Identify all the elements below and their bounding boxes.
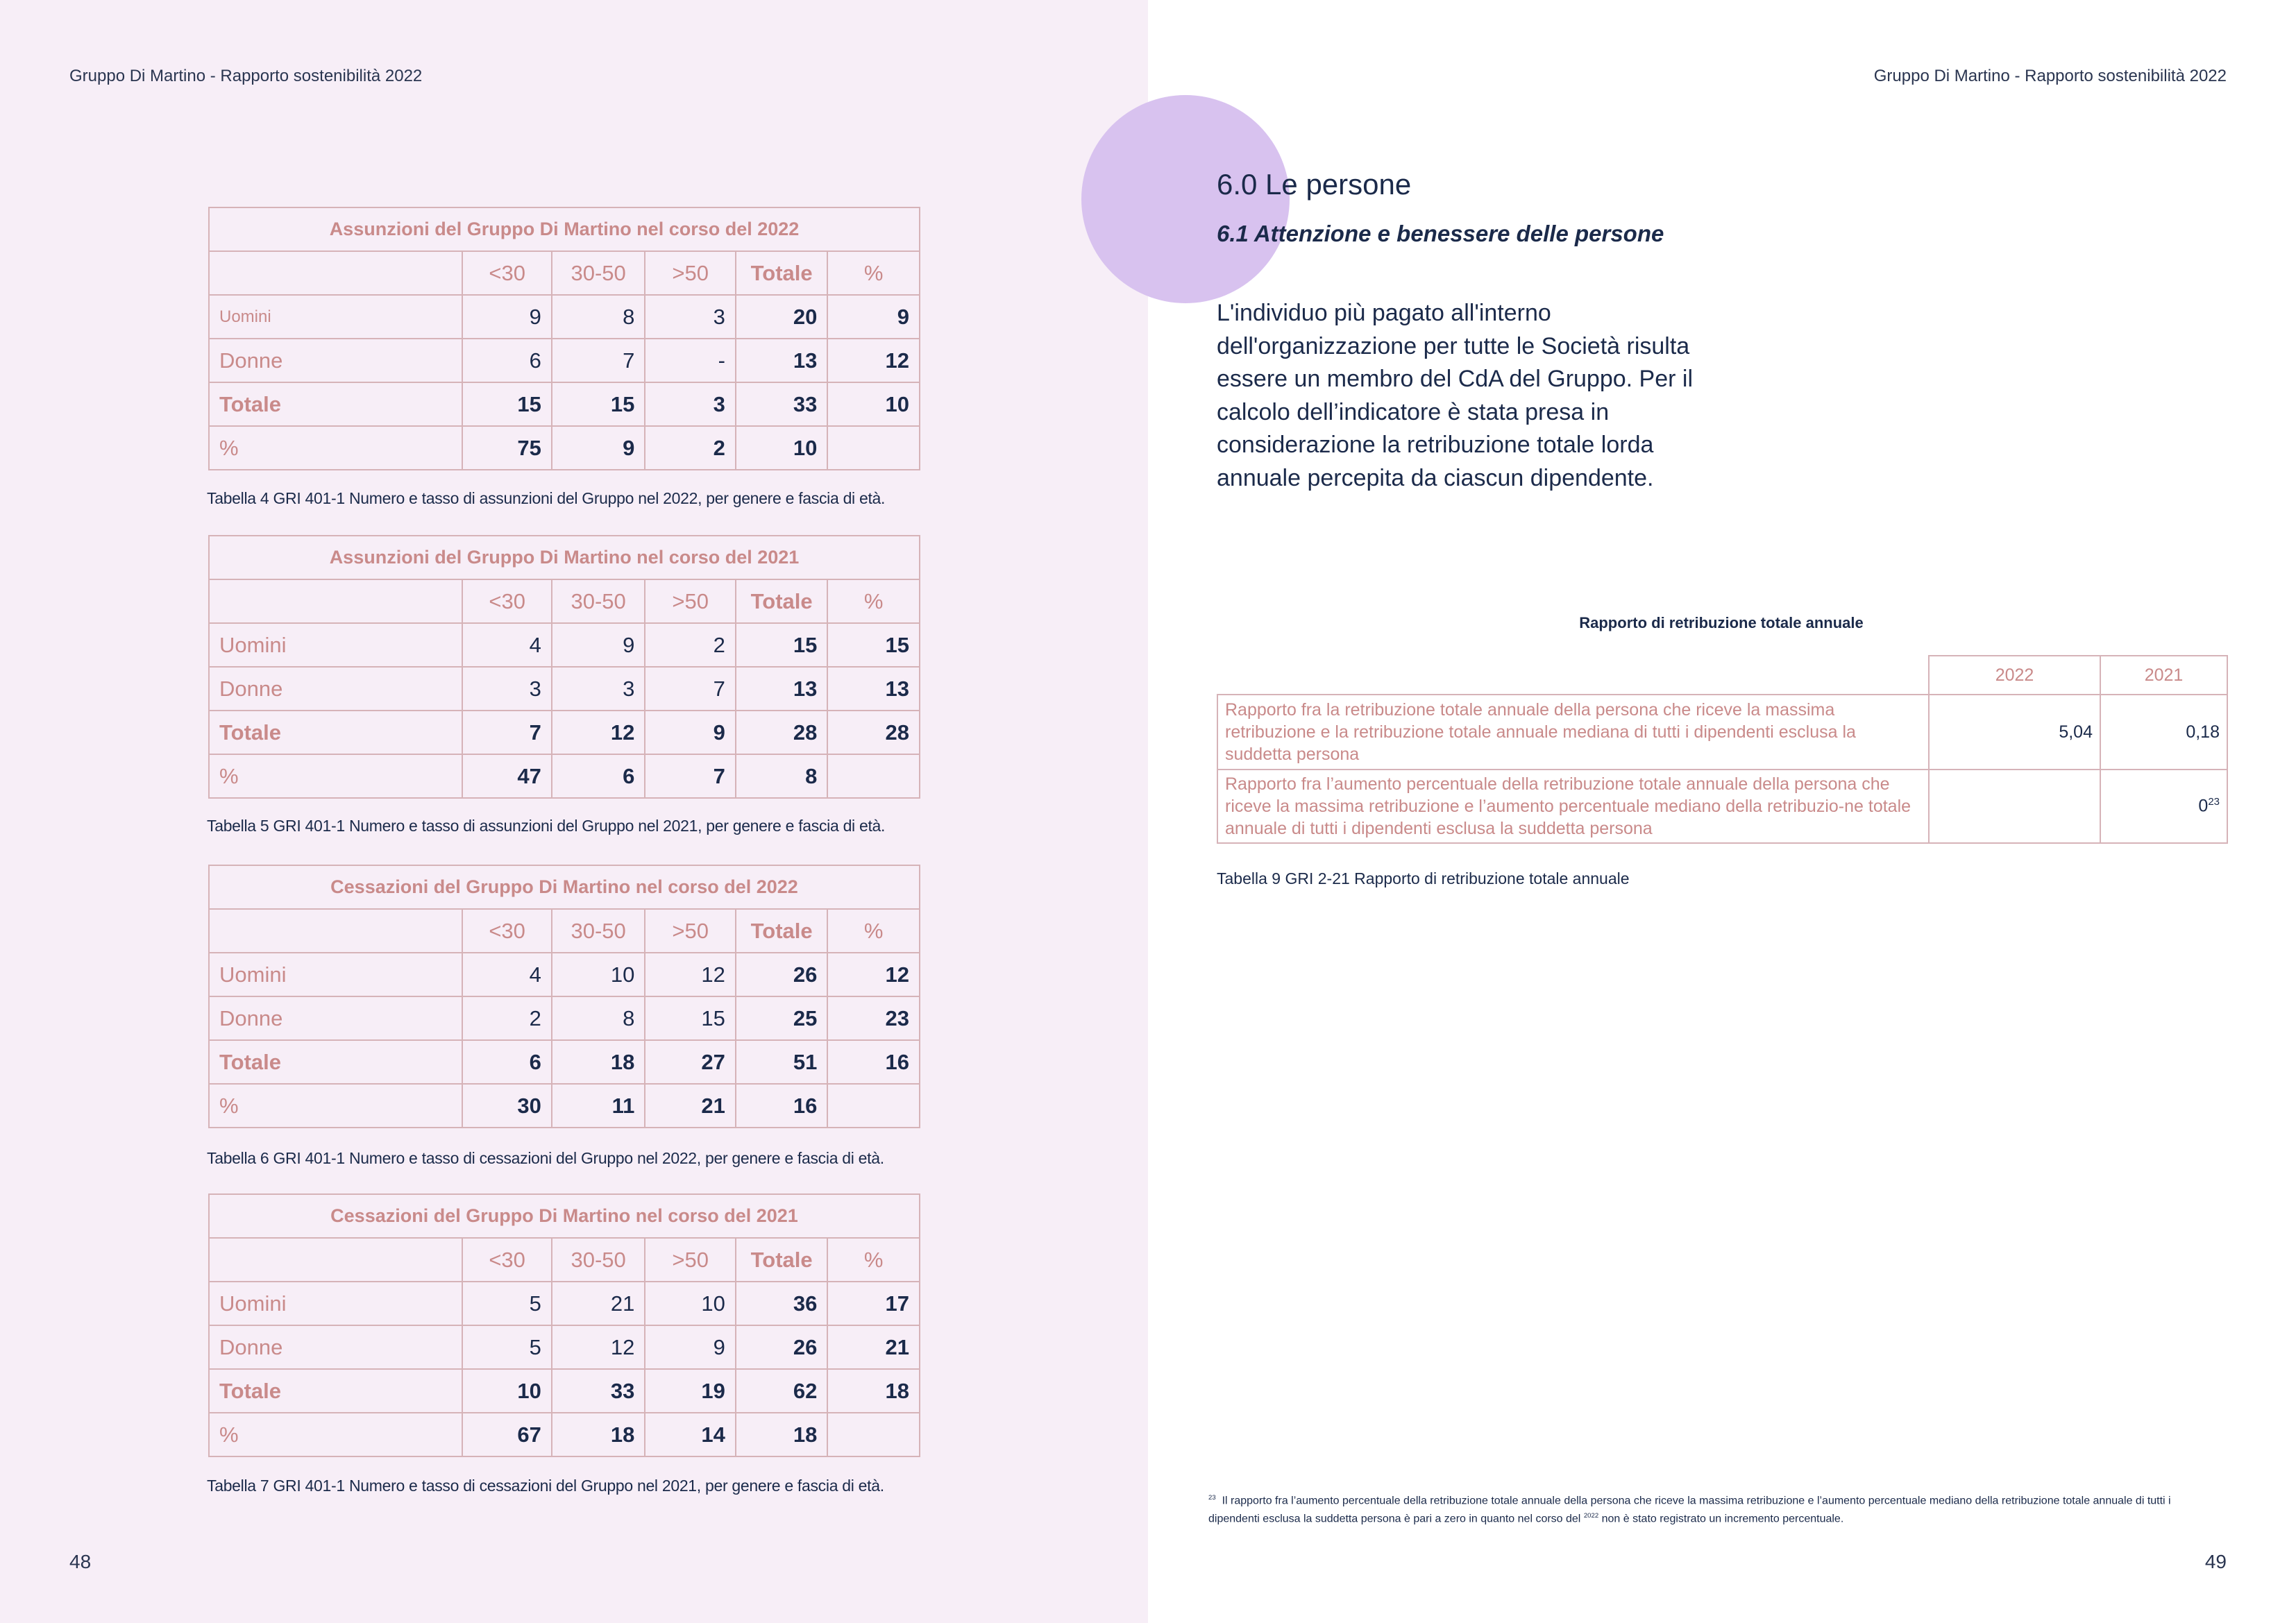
table-row: [209, 295, 920, 339]
running-header: Gruppo Di Martino - Rapporto sostenibilità 2022: [69, 67, 423, 85]
table-cell: [827, 426, 920, 470]
table-row: [209, 996, 920, 1040]
column-header: %: [827, 251, 920, 295]
table-cell: 27: [645, 1040, 736, 1084]
table-title: Assunzioni del Gruppo Di Martino nel corso del 2022: [209, 207, 920, 251]
column-header: 30-50: [552, 579, 645, 623]
table-row: [209, 667, 920, 711]
table-title-row: [209, 207, 920, 251]
table-cell: 67: [462, 1413, 551, 1456]
footnote-reference: 23: [2208, 796, 2220, 808]
table-cell: 12: [645, 953, 736, 996]
body-paragraph: L'individuo più pagato all'interno dell'organizzazione per tutte le Società risulta essere un membro del CdA del Gruppo. Per il calcolo dell’indicatore è stata presa in considerazione la retribuzione totale lorda annuale percepita da ciascun dipendente.: [1217, 300, 1694, 491]
row-label: Uomini: [209, 1282, 462, 1325]
table-cell: 9: [827, 295, 920, 339]
table-cell: 36: [736, 1282, 828, 1325]
row-label: Uomini: [209, 295, 462, 339]
table-cell: 8: [552, 996, 645, 1040]
table-title-row: [209, 865, 920, 909]
table-cell: 28: [827, 711, 920, 754]
column-header: 30-50: [552, 909, 645, 953]
column-header: Totale: [736, 1238, 828, 1282]
column-header: <30: [462, 1238, 551, 1282]
table-corner-cell: [1217, 656, 1929, 695]
table-cell: 13: [827, 667, 920, 711]
terminations-2022-table: [208, 865, 920, 1128]
table-title: Assunzioni del Gruppo Di Martino nel corso del 2021: [209, 536, 920, 579]
table-caption: Tabella 6 GRI 401-1 Numero e tasso di cessazioni del Gruppo nel 2022, per genere e fascia di età.: [207, 1149, 884, 1167]
table-cell: 10: [827, 382, 920, 426]
table-cell: 26: [736, 1325, 828, 1369]
table-header-row: [209, 251, 920, 295]
table-cell: 9: [552, 623, 645, 667]
table-cell: [827, 1413, 920, 1456]
table-header-row: [209, 1238, 920, 1282]
value-2022: [1929, 770, 2100, 843]
column-header: %: [827, 1238, 920, 1282]
table-cell: 14: [645, 1413, 736, 1456]
row-label: Totale: [209, 1369, 462, 1413]
table-cell: 7: [645, 754, 736, 798]
table-row: [209, 1369, 920, 1413]
table-cell: 47: [462, 754, 551, 798]
table-cell: 4: [462, 623, 551, 667]
row-label: Donne: [209, 339, 462, 382]
table-cell: 16: [736, 1084, 828, 1128]
table-row: [209, 1413, 920, 1456]
row-description: Rapporto fra l’aumento percentuale della retribuzione totale annuale della persona che riceve la massima retribuzione e l’aumento percentuale mediano della retribuzio-ne totale annuale di tutti i dipendenti esclusa la suddetta persona: [1217, 770, 1929, 843]
table-cell: 6: [552, 754, 645, 798]
table-cell: 5: [462, 1282, 551, 1325]
table-cell: 3: [645, 382, 736, 426]
footnote-marker: 23: [1208, 1494, 1216, 1502]
pay-ratio-table-title: Rapporto di retribuzione totale annuale: [1579, 614, 1864, 631]
footnote-text: Il rapporto fra l’aumento percentuale della retribuzione totale annuale della persona che riceve la massima retribuzione e l’aumento percentuale mediano della retribuzione totale annuale di tutti i dipendenti esclusa la suddetta persona è pari a zero in quanto nel corso del: [1208, 1495, 2171, 1525]
column-header: 30-50: [552, 251, 645, 295]
section-title: 6.0 Le persone: [1217, 168, 1412, 201]
table-cell: 9: [552, 426, 645, 470]
table-cell: 18: [736, 1413, 828, 1456]
table-cell: 51: [736, 1040, 828, 1084]
table-cell: 15: [736, 623, 828, 667]
footnote-text-end: non è stato registrato un incremento percentuale.: [1601, 1513, 1844, 1525]
column-header: <30: [462, 579, 551, 623]
table-row: [209, 1325, 920, 1369]
column-header-2021: 2021: [2100, 656, 2227, 695]
table-row: [209, 953, 920, 996]
table-cell: 12: [827, 339, 920, 382]
table-cell: 10: [736, 426, 828, 470]
table-cell: -: [645, 339, 736, 382]
column-header-2022: 2022: [1929, 656, 2100, 695]
table-cell: 12: [827, 953, 920, 996]
table-caption: Tabella 5 GRI 401-1 Numero e tasso di assunzioni del Gruppo nel 2021, per genere e fascia di età.: [207, 817, 886, 835]
table-corner-cell: [209, 1238, 462, 1282]
table-caption: Tabella 7 GRI 401-1 Numero e tasso di cessazioni del Gruppo nel 2021, per genere e fascia di età.: [207, 1477, 884, 1495]
table-cell: 4: [462, 953, 551, 996]
footnote: [1208, 1490, 2208, 1527]
table-cell: 5: [462, 1325, 551, 1369]
table-cell: 18: [552, 1413, 645, 1456]
table-cell: 19: [645, 1369, 736, 1413]
table-cell: 33: [736, 382, 828, 426]
row-label: Totale: [209, 382, 462, 426]
table-cell: 10: [645, 1282, 736, 1325]
table-row: [209, 711, 920, 754]
table-cell: 9: [645, 1325, 736, 1369]
column-header: Totale: [736, 909, 828, 953]
footnote-year: 2022: [1583, 1512, 1599, 1520]
row-label: %: [209, 426, 462, 470]
column-header: >50: [645, 1238, 736, 1282]
table-row: [209, 1282, 920, 1325]
column-header: <30: [462, 909, 551, 953]
table-cell: 8: [736, 754, 828, 798]
table-cell: 8: [552, 295, 645, 339]
row-label: Uomini: [209, 953, 462, 996]
table-cell: 2: [645, 623, 736, 667]
page-number: 48: [69, 1551, 92, 1572]
table-cell: 3: [462, 667, 551, 711]
value-2022: 5,04: [1929, 695, 2100, 770]
table-cell: 3: [645, 295, 736, 339]
table-cell: 33: [552, 1369, 645, 1413]
table-cell: 20: [736, 295, 828, 339]
table-cell: 18: [552, 1040, 645, 1084]
row-description: Rapporto fra la retribuzione totale annuale della persona che riceve la massima retribuzione e la retribuzione totale annuale mediana di tutti i dipendenti esclusa la suddetta persona: [1217, 695, 1929, 770]
column-header: <30: [462, 251, 551, 295]
column-header: 30-50: [552, 1238, 645, 1282]
table-cell: 2: [462, 996, 551, 1040]
table-cell: 62: [736, 1369, 828, 1413]
table-cell: 21: [645, 1084, 736, 1128]
table-row: [209, 382, 920, 426]
table-caption: Tabella 4 GRI 401-1 Numero e tasso di assunzioni del Gruppo nel 2022, per genere e fascia di età.: [207, 489, 886, 507]
table-header-row: [209, 579, 920, 623]
row-label: %: [209, 1413, 462, 1456]
table-cell: 3: [552, 667, 645, 711]
table-cell: 15: [462, 382, 551, 426]
table-cell: 2: [645, 426, 736, 470]
table-corner-cell: [209, 251, 462, 295]
table-cell: 21: [552, 1282, 645, 1325]
column-header: Totale: [736, 579, 828, 623]
subsection-title: 6.1 Attenzione e benessere delle persone: [1217, 221, 1664, 246]
table-cell: 23: [827, 996, 920, 1040]
table-cell: 25: [736, 996, 828, 1040]
column-header: >50: [645, 251, 736, 295]
row-label: Donne: [209, 667, 462, 711]
table-cell: 6: [462, 1040, 551, 1084]
table-row: [209, 1040, 920, 1084]
table-cell: 21: [827, 1325, 920, 1369]
table-cell: 17: [827, 1282, 920, 1325]
row-label: %: [209, 1084, 462, 1128]
table-title-row: [209, 536, 920, 579]
table-cell: 75: [462, 426, 551, 470]
table-cell: 7: [552, 339, 645, 382]
table-cell: 9: [462, 295, 551, 339]
table-cell: 6: [462, 339, 551, 382]
pay-ratio-table: [1217, 655, 2228, 844]
table-cell: 15: [645, 996, 736, 1040]
page-number: 49: [2204, 1551, 2227, 1572]
table-cell: 9: [645, 711, 736, 754]
value-2021-number: 0: [2198, 796, 2209, 816]
table-title-row: [209, 1194, 920, 1238]
column-header: >50: [645, 579, 736, 623]
hiring-2021-table: [208, 535, 920, 799]
table-row: [1217, 770, 2227, 843]
row-label: Uomini: [209, 623, 462, 667]
table-cell: 7: [645, 667, 736, 711]
hiring-2022-table: [208, 207, 920, 470]
table-cell: 12: [552, 711, 645, 754]
table-header-row: [1217, 656, 2227, 695]
column-header: %: [827, 909, 920, 953]
column-header: %: [827, 579, 920, 623]
table-cell: 18: [827, 1369, 920, 1413]
table-row: [209, 754, 920, 798]
table-row: [1217, 695, 2227, 770]
table-header-row: [209, 909, 920, 953]
row-label: Totale: [209, 1040, 462, 1084]
value-2021: 0,18: [2100, 695, 2227, 770]
terminations-2021-table: [208, 1193, 920, 1457]
table-cell: 7: [462, 711, 551, 754]
table-row: [209, 339, 920, 382]
table-cell: [827, 754, 920, 798]
table-cell: 11: [552, 1084, 645, 1128]
table-cell: 16: [827, 1040, 920, 1084]
table-corner-cell: [209, 579, 462, 623]
row-label: Donne: [209, 996, 462, 1040]
running-header: Gruppo Di Martino - Rapporto sostenibilità 2022: [1873, 67, 2227, 85]
table-row: [209, 426, 920, 470]
table-cell: 12: [552, 1325, 645, 1369]
table-cell: 28: [736, 711, 828, 754]
table-cell: 13: [736, 667, 828, 711]
table-cell: 10: [552, 953, 645, 996]
table-cell: 13: [736, 339, 828, 382]
column-header: Totale: [736, 251, 828, 295]
row-label: %: [209, 754, 462, 798]
table-cell: 26: [736, 953, 828, 996]
table-cell: 15: [827, 623, 920, 667]
table-title: Cessazioni del Gruppo Di Martino nel corso del 2021: [209, 1194, 920, 1238]
table-row: [209, 1084, 920, 1128]
table-cell: 15: [552, 382, 645, 426]
table-cell: 30: [462, 1084, 551, 1128]
value-2021: [2100, 770, 2227, 843]
column-header: >50: [645, 909, 736, 953]
table-cell: [827, 1084, 920, 1128]
row-label: Donne: [209, 1325, 462, 1369]
row-label: Totale: [209, 711, 462, 754]
table-corner-cell: [209, 909, 462, 953]
table-cell: 10: [462, 1369, 551, 1413]
table-row: [209, 623, 920, 667]
table-title: Cessazioni del Gruppo Di Martino nel corso del 2022: [209, 865, 920, 909]
table-caption: Tabella 9 GRI 2-21 Rapporto di retribuzione totale annuale: [1217, 869, 1630, 887]
